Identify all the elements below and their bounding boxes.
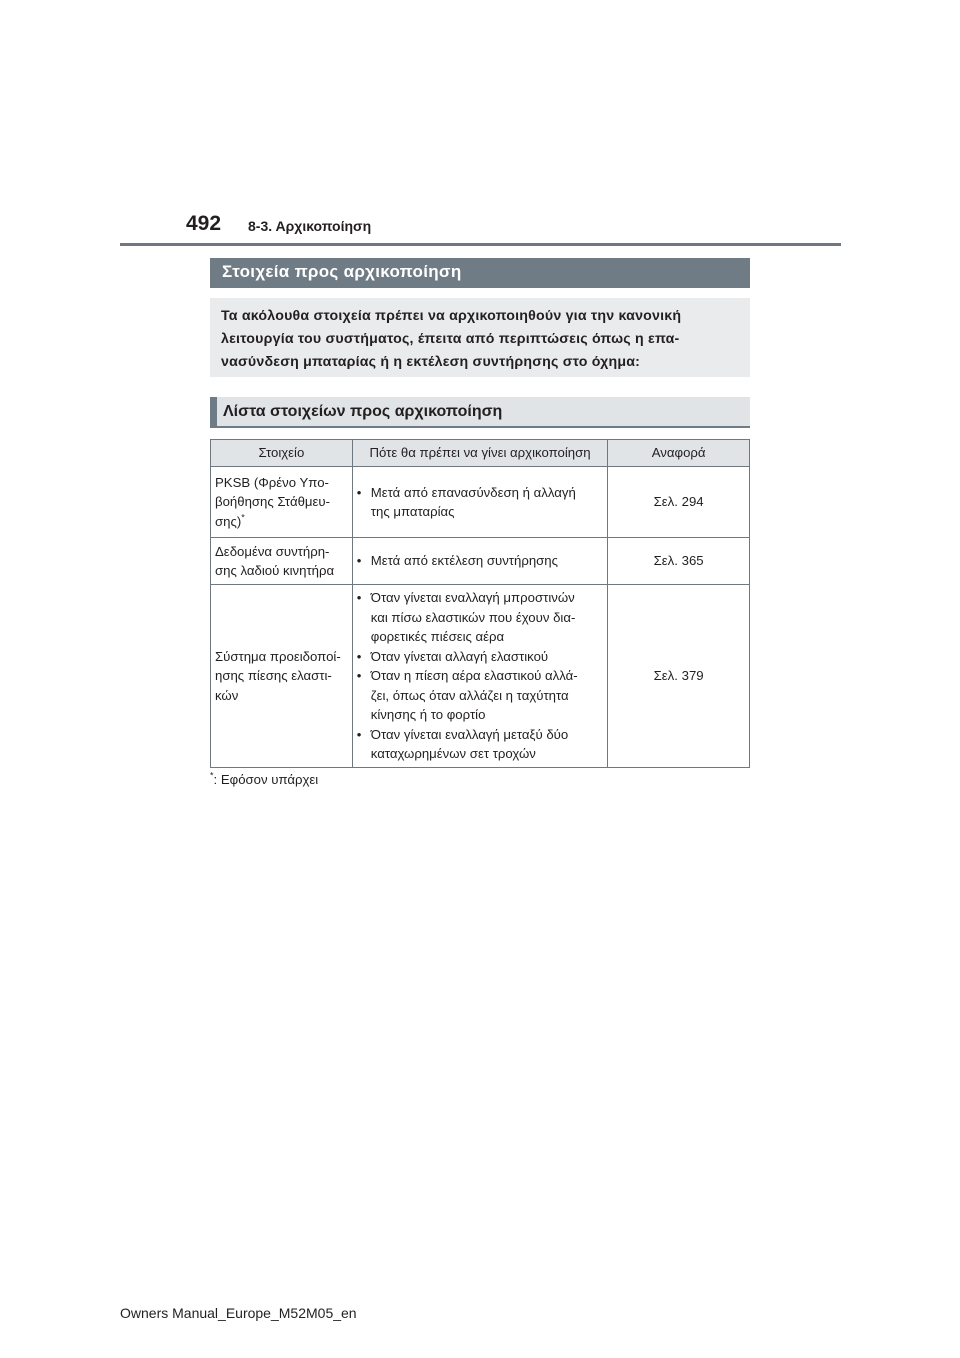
list-item: [357, 483, 604, 522]
bullet-line: και πίσω ελαστικών που έχουν δια-: [370, 609, 576, 625]
footnote-mark: *: [210, 770, 214, 781]
list-item: [357, 551, 604, 571]
table-row: [211, 538, 750, 585]
intro-line: νασύνδεση μπαταρίας ή η εκτέλεση συντήρησης στο όχημα:: [221, 354, 641, 370]
column-header-reference: Αναφορά: [608, 440, 750, 467]
bullet-line: • Όταν η πίεση αέρα ελαστικού αλλά-: [370, 668, 578, 683]
item-line: Σύστημα προειδοποί-: [215, 648, 341, 664]
bullet-line: ζει, όπως όταν αλλάζει η ταχύτητα: [370, 687, 569, 703]
bullet-list: [357, 588, 604, 764]
item-cell: [211, 467, 353, 538]
bullet-list: [357, 551, 604, 571]
table-row: [211, 467, 750, 538]
bullet-line: φορετικές πιέσεις αέρα: [370, 629, 505, 644]
column-header-when: Πότε θα πρέπει να γίνει αρχικοποίηση: [352, 440, 608, 467]
list-item: [357, 647, 604, 667]
when-cell: [352, 538, 608, 585]
list-item: [357, 588, 604, 647]
list-item: [357, 666, 604, 725]
footnote-mark: *: [241, 512, 245, 523]
bullet-line: • Όταν γίνεται εναλλαγή μπροστινών: [370, 590, 575, 605]
bullet-line: της μπαταρίας: [370, 504, 455, 519]
bullet-line: • Όταν γίνεται εναλλαγή μεταξύ δύο: [370, 726, 569, 742]
footnote-text: : Εφόσον υπάρχει: [213, 772, 319, 787]
initialization-table: [210, 439, 750, 768]
item-line: Δεδομένα συντήρη-: [215, 543, 330, 559]
column-header-item: Στοιχείο: [211, 440, 353, 467]
intro-line: λειτουργία του συστήματος, έπειτα από περιπτώσεις όπως η επα-: [221, 331, 680, 347]
footnote: [210, 772, 318, 787]
section-title: 8-3. Αρχικοποίηση: [248, 218, 372, 234]
item-line: κών: [215, 687, 239, 703]
bullet-line: • Όταν γίνεται αλλαγή ελαστικού: [370, 648, 549, 664]
bullet-line: καταχωρημένων σετ τροχών: [370, 746, 536, 761]
bullet-line: • Μετά από εκτέλεση συντήρησης: [370, 553, 559, 569]
item-line: σης λαδιού κινητήρα: [215, 563, 335, 578]
document-footer: Owners Manual_Europe_M52M05_en: [120, 1305, 357, 1321]
when-cell: [352, 585, 608, 768]
item-cell: [211, 585, 353, 768]
item-cell: [211, 538, 353, 585]
item-line: [215, 512, 348, 532]
item-line: PKSB (Φρένο Υπο-: [215, 474, 329, 490]
page-number: 492: [186, 212, 222, 235]
item-line: ησης πίεσης ελαστι-: [215, 668, 332, 683]
header-rule: [120, 243, 841, 246]
bullet-line: κίνησης ή το φορτίο: [370, 707, 486, 722]
table-header-row: [211, 440, 750, 467]
list-item: [357, 725, 604, 764]
item-line-text: σης): [215, 513, 242, 529]
bullet-line: • Μετά από επανασύνδεση ή αλλαγή: [370, 484, 576, 500]
list-subheading: Λίστα στοιχείων προς αρχικοποίηση: [210, 397, 750, 428]
intro-line: Τα ακόλουθα στοιχεία πρέπει να αρχικοποιηθούν για την κανονική: [221, 308, 682, 324]
reference-cell: Σελ. 294: [608, 467, 750, 538]
intro-box: [210, 298, 750, 377]
reference-cell: Σελ. 365: [608, 538, 750, 585]
reference-cell: Σελ. 379: [608, 585, 750, 768]
section-banner: Στοιχεία προς αρχικοποίηση: [210, 258, 750, 288]
bullet-list: [357, 483, 604, 522]
when-cell: [352, 467, 608, 538]
table-row: [211, 585, 750, 768]
item-line: βοήθησης Στάθμευ-: [215, 494, 330, 510]
